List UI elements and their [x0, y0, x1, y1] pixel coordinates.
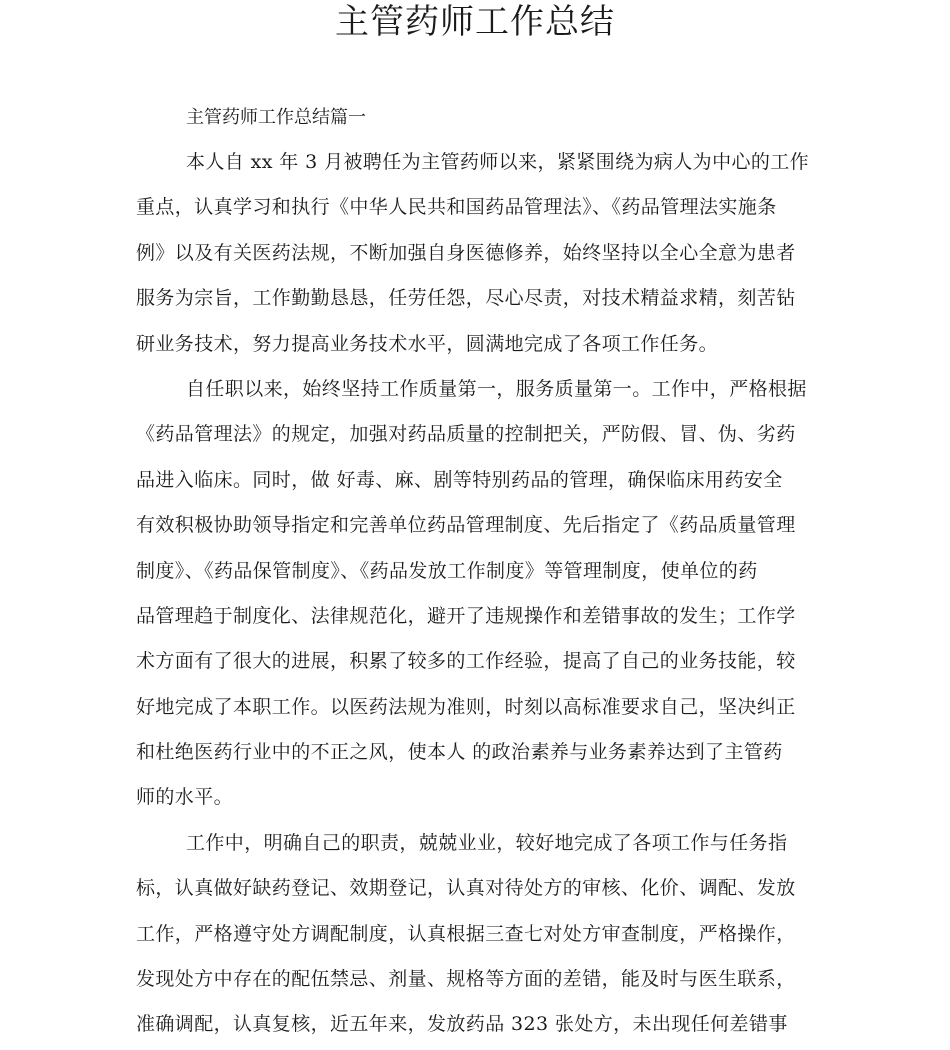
text-line: 工作中，明确自己的职责，兢兢业业，较好地完成了各项工作与任务指: [186, 831, 788, 854]
text-line: 准确调配，认真复核，近五年来，发放药品 323 张处方，未出现任何差错事: [136, 1013, 788, 1036]
text-line: 本人自 xx 年 3 月被聘任为主管药师以来，紧紧围绕为病人为中心的工作: [186, 151, 810, 173]
text-line: 重点，认真学习和执行《中华人民共和国药品管理法》、《药品管理法实施条: [136, 196, 777, 219]
section-subtitle: 主管药师工作总结篇一: [186, 107, 366, 128]
text-line: 和杜绝医药行业中的不正之风，使本人 的政治素养与业务素养达到了主管药: [136, 741, 783, 764]
paragraph: [136, 367, 820, 821]
text-line: 研业务技术，努力提高业务技术水平，圆满地完成了各项工作任务。: [136, 332, 719, 355]
text-line: 制度》、《药品保管制度》、《药品发放工作制度》等管理制度，使单位的药: [136, 559, 758, 582]
paragraph: [136, 140, 820, 367]
text-line: 服务为宗旨，工作勤勤恳恳，任劳任怨，尽心尽责，对技术精益求精，刻苦钻: [136, 287, 796, 310]
text-line: 发现处方中存在的配伍禁忌、剂量、规格等方面的差错，能及时与医生联系，: [136, 968, 796, 991]
text-line: 术方面有了很大的进展，积累了较多的工作经验，提高了自己的业务技能，较: [136, 650, 796, 673]
text-line: 例》以及有关医药法规，不断加强自身医德修养，始终坚持以全心全意为患者: [136, 241, 796, 264]
text-line: 师的水平。: [136, 786, 234, 809]
text-line: 品管理趋于制度化、法律规范化，避开了违规操作和差错事故的发生；工作学: [136, 604, 796, 627]
text-line: 自任职以来，始终坚持工作质量第一，服务质量第一。工作中，严格根据: [186, 377, 807, 400]
text-line: 工作，严格遵守处方调配制度，认真根据三查七对处方审查制度，严格操作，: [136, 922, 796, 945]
text-line: 好地完成了本职工作。以医药法规为准则，时刻以高标准要求自己，坚决纠正: [136, 695, 796, 718]
document-body: [136, 96, 820, 1048]
document-title: 主管药师工作总结: [335, 2, 615, 42]
text-line: 有效积极协助领导指定和完善单位药品管理制度、先后指定了《药品质量管理: [136, 514, 796, 537]
text-line: 标，认真做好缺药登记、效期登记，认真对待处方的审核、化价、调配、发放: [136, 877, 796, 900]
text-line: 品进入临床。同时，做 好毒、麻、剧等特别药品的管理，确保临床用药安全: [136, 468, 783, 491]
text-line: 《药品管理法》的规定，加强对药品质量的控制把关，严防假、冒、伪、劣药: [136, 423, 796, 446]
paragraph: [136, 821, 820, 1048]
